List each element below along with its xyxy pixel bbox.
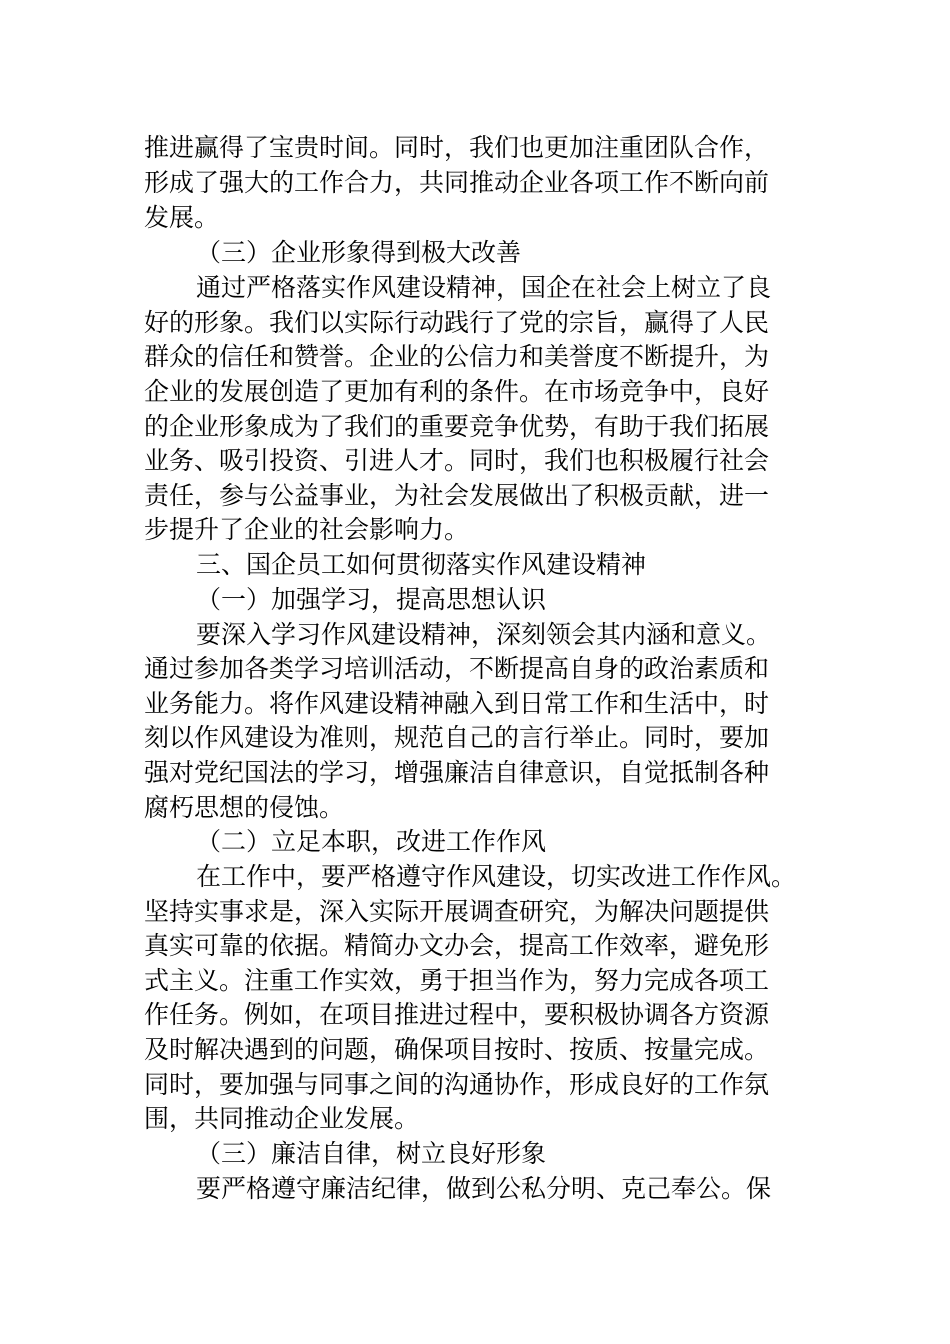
body-text-line: 围，共同推动企业发展。 (144, 1104, 420, 1133)
subsection-heading: （二）立足本职，改进工作作风 (196, 827, 547, 856)
body-text-line: 刻以作风建设为准则，规范自己的言行举止。同时，要加 (144, 723, 770, 752)
body-text-line: 推进赢得了宝贵时间。同时，我们也更加注重团队合作， (144, 133, 770, 162)
body-text-line: 腐朽思想的侵蚀。 (144, 793, 345, 822)
body-text-line: 要深入学习作风建设精神，深刻领会其内涵和意义。 (196, 620, 772, 649)
body-text-line: 好的形象。我们以实际行动践行了党的宗旨，赢得了人民 (144, 308, 770, 337)
body-text-line: 责任，参与公益事业，为社会发展做出了积极贡献，进一 (144, 481, 770, 510)
body-text-line: 及时解决遇到的问题，确保项目按时、按质、按量完成。 (144, 1035, 770, 1064)
body-text-line: 企业的发展创造了更加有利的条件。在市场竞争中，良好 (144, 377, 770, 406)
body-text-line: 同时，要加强与同事之间的沟通协作，形成良好的工作氛 (144, 1070, 770, 1099)
body-text-line: 业务能力。将作风建设精神融入到日常工作和生活中，时 (144, 689, 770, 718)
body-text-line: 坚持实事求是，深入实际开展调查研究，为解决问题提供 (144, 897, 770, 926)
body-text-line: 步提升了企业的社会影响力。 (144, 515, 470, 544)
body-text-line: 要严格遵守廉洁纪律，做到公私分明、克己奉公。保 (196, 1174, 772, 1203)
body-text-line: 作任务。例如，在项目推进过程中，要积极协调各方资源 (144, 1000, 770, 1029)
body-text-line: 式主义。注重工作实效，勇于担当作为，努力完成各项工 (144, 966, 770, 995)
section-heading: 三、国企员工如何贯彻落实作风建设精神 (196, 550, 647, 579)
body-text-line: 群众的信任和赞誉。企业的公信力和美誉度不断提升，为 (144, 342, 770, 371)
body-text-line: 的企业形象成为了我们的重要竞争优势，有助于我们拓展 (144, 412, 770, 441)
body-text-line: 强对党纪国法的学习，增强廉洁自律意识，自觉抵制各种 (144, 758, 770, 787)
subsection-heading: （三）企业形象得到极大改善 (196, 238, 522, 267)
body-text-line: 发展。 (144, 203, 220, 232)
subsection-heading: （一）加强学习，提高思想认识 (196, 585, 547, 614)
body-text-line: 真实可靠的依据。精简办文办会，提高工作效率，避免形 (144, 931, 770, 960)
body-text-line: 通过严格落实作风建设精神，国企在社会上树立了良 (196, 273, 772, 302)
body-text-line: 业务、吸引投资、引进人才。同时，我们也积极履行社会 (144, 446, 770, 475)
body-text-line: 在工作中，要严格遵守作风建设，切实改进工作作风。 (196, 862, 797, 891)
body-text-line: 通过参加各类学习培训活动，不断提高自身的政治素质和 (144, 654, 770, 683)
body-text-line: 形成了强大的工作合力，共同推动企业各项工作不断向前 (144, 168, 770, 197)
subsection-heading: （三）廉洁自律，树立良好形象 (196, 1139, 547, 1168)
